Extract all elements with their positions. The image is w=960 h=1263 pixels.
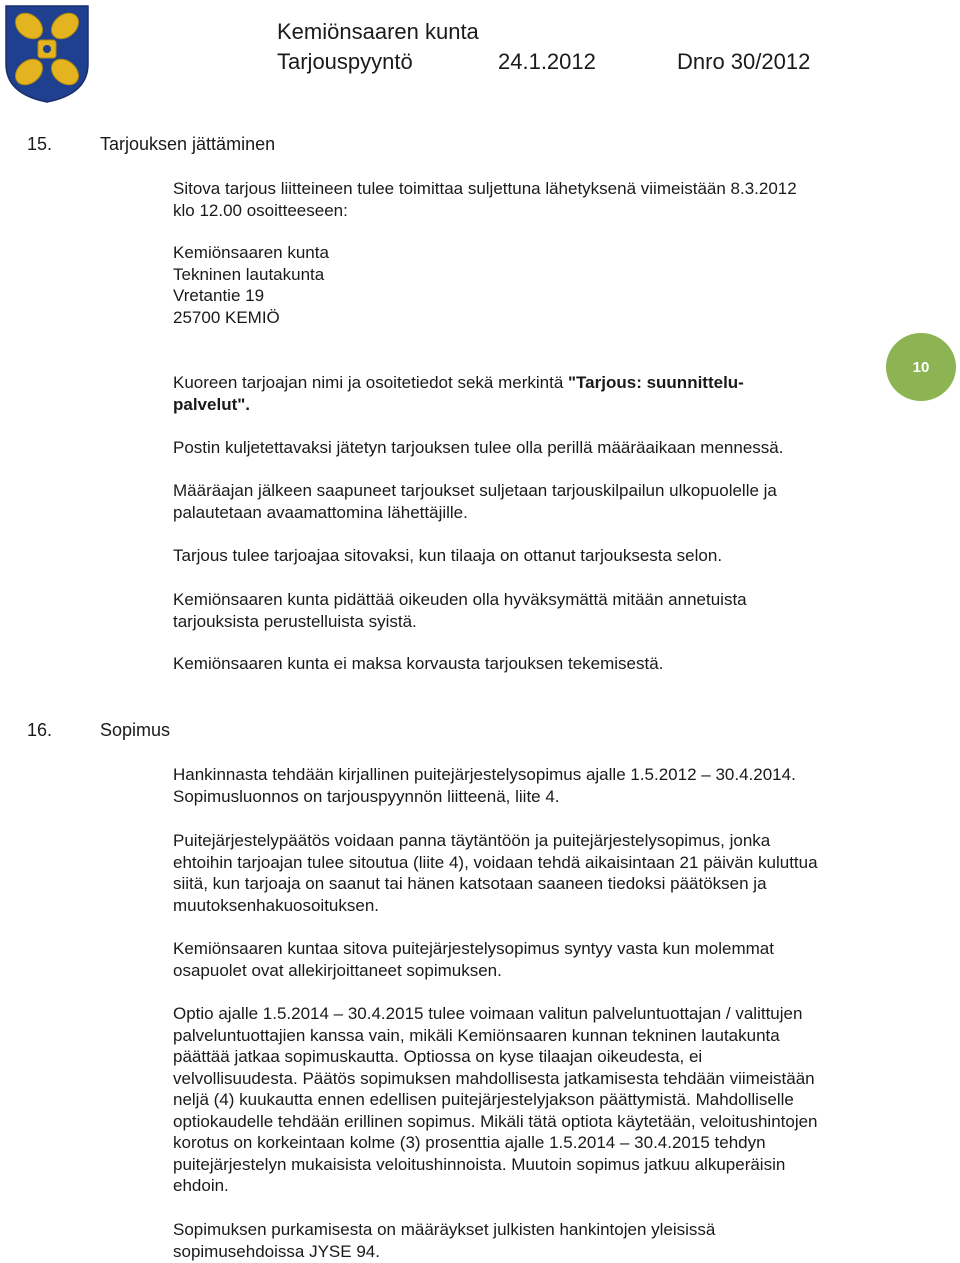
section-15-intro (173, 178, 893, 221)
paragraph-line: optiokaudelle tehdään erillinen sopimus. Mikäli tätä optiota käytetään, veloitushintojen (173, 1111, 818, 1131)
header-ref: Dnro 30/2012 (677, 49, 811, 74)
binding-text: Tarjous tulee tarjoajaa sitovaksi, kun tilaaja on ottanut tarjouksesta selon. (173, 546, 723, 565)
paragraph-line: Optio ajalle 1.5.2014 – 30.4.2015 tulee voimaan valitun palveluntuottajan / valittujen (173, 1004, 803, 1023)
header-date: 24.1.2012 (498, 49, 596, 74)
paragraph-line: Puitejärjestelypäätös voidaan panna täytäntöön ja puitejärjestelysopimus, jonka (173, 831, 771, 850)
intro-line: Sitova tarjous liitteineen tulee toimittaa suljettuna lähetyksenä viimeistään 8.3.2012 (173, 179, 797, 198)
envelope-instruction (173, 372, 893, 415)
address-line: Kemiönsaaren kunta (173, 243, 329, 262)
paragraph-line: siitä, kun tarjoaja on saanut tai hänen katsotaan saaneen tiedoksi päätöksen ja (173, 874, 767, 893)
contract-paragraph-2 (173, 830, 893, 916)
intro-line: klo 12.00 osoitteeseen: (173, 200, 348, 220)
header-doc-type: Tarjouspyyntö (277, 49, 413, 74)
address-line: Tekninen lautakunta (173, 264, 325, 284)
address-line: 25700 KEMIÖ (173, 307, 280, 327)
document-header (277, 18, 811, 78)
postal-note (173, 437, 893, 459)
address-block (173, 242, 893, 328)
section-15-title: Tarjouksen jättäminen (100, 134, 276, 154)
contract-paragraph-4 (173, 1003, 893, 1197)
paragraph-line: sopimusehdoissa JYSE 94. (173, 1241, 380, 1261)
paragraph-line: ehtoihin tarjoajan tulee sitoutua (liite 4), voidaan tehdä aikaisintaan 21 päivän kuluttua (173, 852, 818, 872)
reserve-line: tarjouksista perustelluista syistä. (173, 611, 417, 631)
reserve-note (173, 589, 893, 632)
envelope-marking-cont: palvelut". (173, 394, 251, 414)
address-line: Vretantie 19 (173, 286, 265, 305)
reserve-line: Kemiönsaaren kunta pidättää oikeuden olla hyväksymättä mitään annetuista (173, 590, 747, 609)
section-16-number: 16. (27, 720, 53, 740)
no-compensation-note (173, 653, 893, 675)
late-line: Määräajan jälkeen saapuneet tarjoukset suljetaan tarjouskilpailun ulkopuolelle ja (173, 481, 777, 500)
contract-paragraph-1 (173, 764, 893, 807)
paragraph-line: Sopimuksen purkamisesta on määräykset julkisten hankintojen yleisissä (173, 1220, 716, 1239)
section-16-title: Sopimus (100, 720, 171, 740)
late-line: palautetaan avaamattomina lähettäjille. (173, 502, 468, 522)
paragraph-line: ehdoin. (173, 1176, 229, 1195)
binding-note (173, 545, 893, 567)
paragraph-line: päättää jatkaa sopimuskautta. Optiossa on kyse tilaajan oikeudesta, ei (173, 1047, 703, 1066)
paragraph-line: puitejärjestelyn mukaisista veloitushinnoista. Muutoin sopimus jatkuu alkuperäisin (173, 1154, 786, 1174)
contract-paragraph-3 (173, 938, 893, 981)
late-offers-note (173, 480, 893, 523)
envelope-text: Kuoreen tarjoajan nimi ja osoitetiedot sekä merkintä (173, 373, 568, 392)
paragraph-line: muutoksenhakuosoituksen. (173, 895, 380, 915)
paragraph-line: korotus on korkeintaan kolme (3) prosenttia ajalle 1.5.2014 – 30.4.2015 tehdyn (173, 1133, 766, 1152)
municipal-crest-icon (4, 4, 90, 104)
no-comp-text: Kemiönsaaren kunta ei maksa korvausta tarjouksen tekemisestä. (173, 654, 664, 673)
paragraph-line: palveluntuottajien kanssa vain, mikäli Kemiönsaaren kunnan tekninen lautakunta (173, 1025, 780, 1045)
paragraph-line: Kemiönsaaren kuntaa sitova puitejärjestelysopimus syntyy vasta kun molemmat (173, 939, 774, 958)
page-number-badge: 10 (886, 333, 956, 401)
paragraph-line: osapuolet ovat allekirjoittaneet sopimuksen. (173, 960, 502, 980)
paragraph-line: Sopimusluonnos on tarjouspyynnön liitteenä, liite 4. (173, 786, 560, 806)
envelope-marking: "Tarjous: suunnittelu- (568, 373, 744, 392)
contract-paragraph-5 (173, 1219, 893, 1262)
header-org: Kemiönsaaren kunta (277, 19, 479, 44)
section-15-number: 15. (27, 134, 53, 154)
paragraph-line: neljä (4) kuukautta ennen edellisen puitejärjestelyjakson päättymistä. Mahdolliselle (173, 1090, 794, 1109)
paragraph-line: Hankinnasta tehdään kirjallinen puitejärjestelysopimus ajalle 1.5.2012 – 30.4.2014. (173, 765, 796, 784)
paragraph-line: velvollisuudesta. Päätös sopimuksen mahdollisesta jatkamisesta tehdään viimeistään (173, 1068, 815, 1088)
postal-text: Postin kuljetettavaksi jätetyn tarjouksen tulee olla perillä määräaikaan mennessä. (173, 438, 784, 457)
